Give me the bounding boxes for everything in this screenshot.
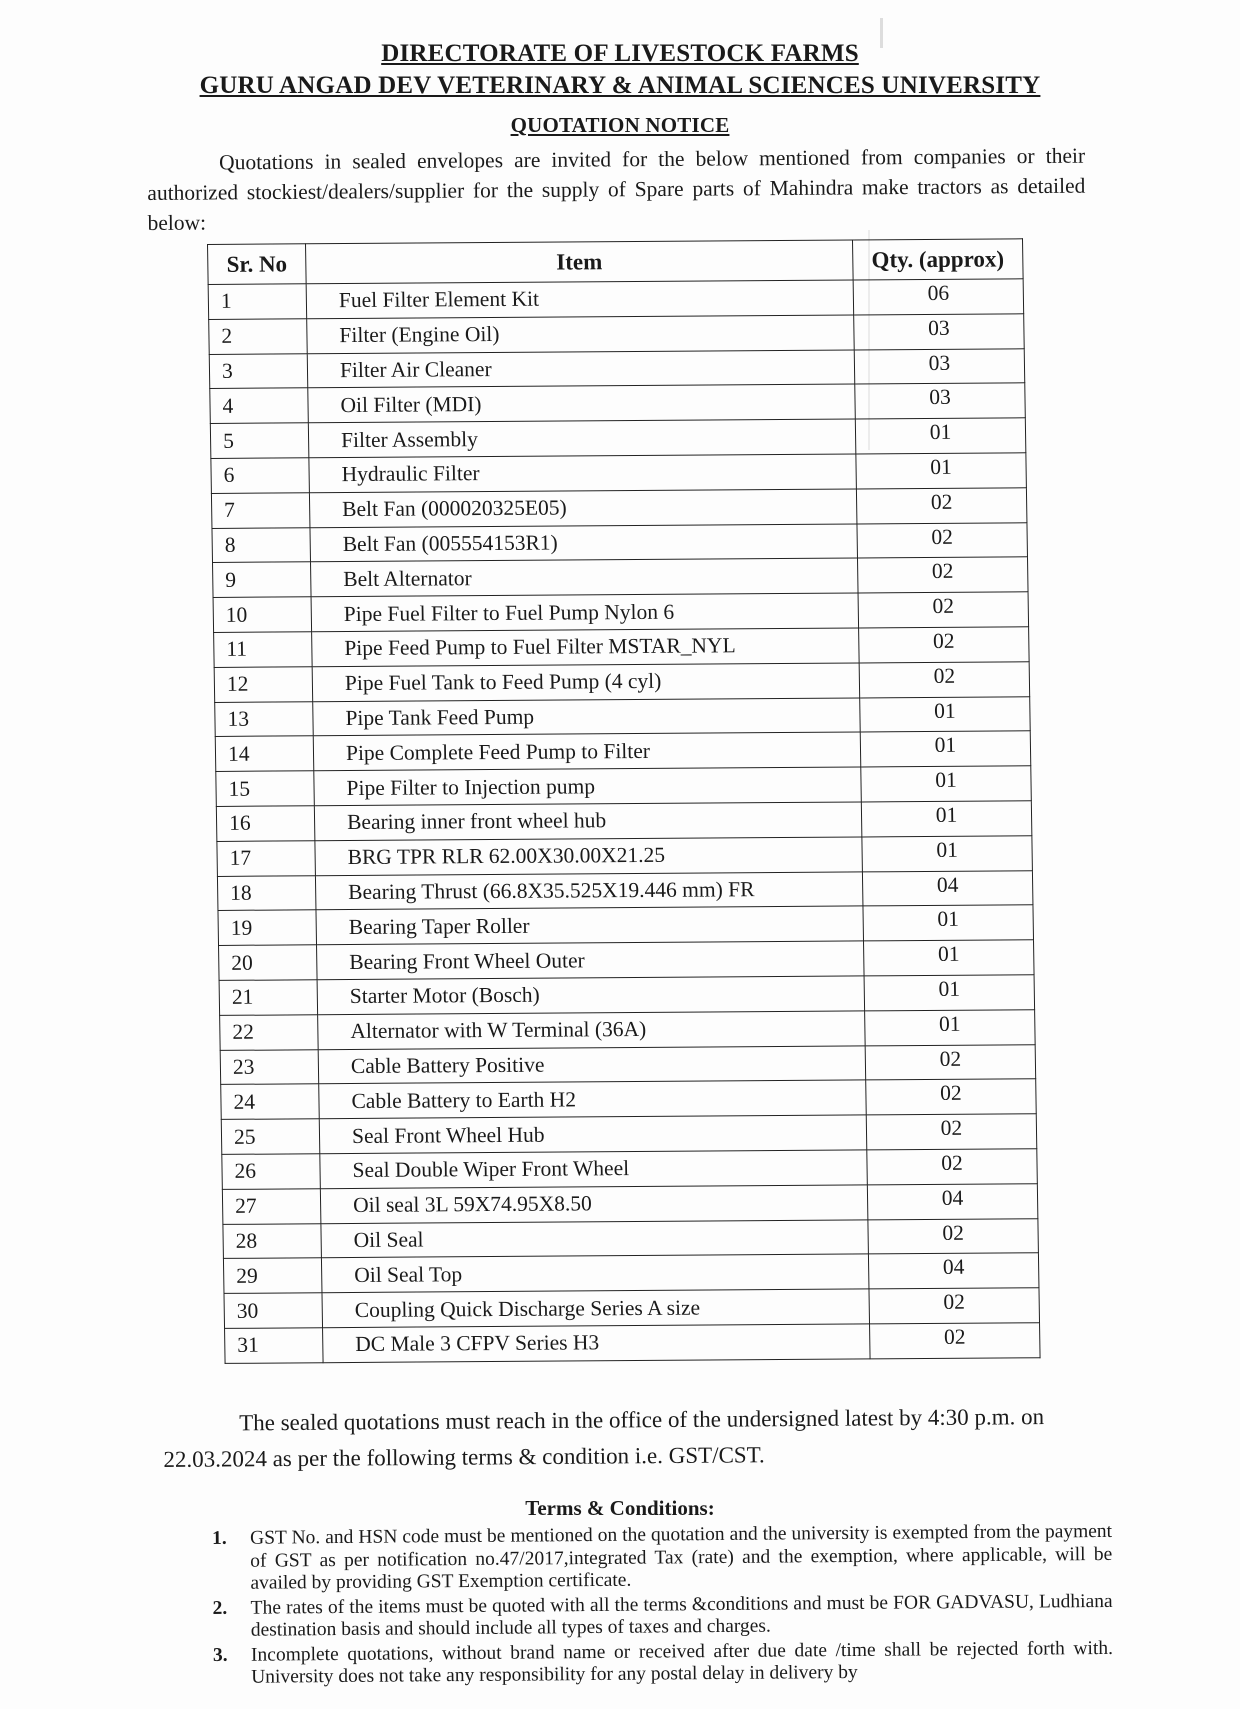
sr-no-cell: 30 [224, 1293, 323, 1328]
sr-no-cell: 19 [218, 910, 317, 945]
item-cell: Filter (Engine Oil) [307, 315, 855, 354]
table-row [209, 348, 1025, 388]
qty-cell: 01 [864, 940, 1035, 976]
closing-paragraph [163, 1399, 1104, 1478]
sr-no-cell: 9 [213, 562, 312, 597]
qty-cell: 01 [862, 836, 1033, 872]
qty-cell: 02 [859, 627, 1030, 663]
sr-no-cell: 6 [211, 458, 310, 493]
header-university: GURU ANGAD DEV VETERINARY & ANIMAL SCIENCES UNIVERSITY [199, 72, 1041, 99]
terms-list [212, 1521, 1113, 1692]
intro-paragraph [147, 141, 1086, 238]
sr-no-cell: 7 [211, 493, 310, 528]
table-row [220, 1044, 1036, 1084]
column-header-qty: Qty. (approx) [852, 239, 1023, 280]
qty-cell: 06 [853, 279, 1024, 315]
header-directorate: DIRECTORATE OF LIVESTOCK FARMS [381, 40, 859, 67]
item-cell: Pipe Filter to Injection pump [314, 767, 862, 806]
table-row [212, 522, 1028, 562]
item-cell: Bearing Front Wheel Outer [317, 941, 865, 980]
sr-no-cell: 27 [222, 1188, 321, 1223]
qty-cell: 02 [865, 1044, 1036, 1080]
qty-cell: 01 [863, 905, 1034, 941]
table-row [215, 696, 1031, 736]
column-header-item: Item [306, 240, 854, 284]
terms-item-number: 1. [212, 1527, 227, 1549]
qty-cell: 02 [857, 557, 1028, 593]
qty-cell: 01 [860, 696, 1031, 732]
table-row [223, 1218, 1039, 1258]
table-row [214, 662, 1030, 702]
qty-cell: 01 [861, 766, 1032, 802]
item-cell: Seal Front Wheel Hub [319, 1115, 867, 1154]
table-row [213, 592, 1029, 632]
header-notice-title: QUOTATION NOTICE [510, 113, 730, 137]
sr-no-cell: 22 [220, 1014, 319, 1049]
item-cell: Filter Air Cleaner [307, 350, 855, 389]
item-cell: Pipe Complete Feed Pump to Filter [313, 732, 861, 771]
qty-cell: 01 [860, 731, 1031, 767]
table-row [221, 1114, 1037, 1154]
terms-item [213, 1637, 1113, 1689]
qty-cell: 04 [862, 870, 1033, 906]
sr-no-cell: 8 [212, 527, 311, 562]
table-row [217, 870, 1033, 910]
table-row [210, 383, 1026, 423]
terms-item [213, 1590, 1113, 1642]
qty-cell: 03 [854, 314, 1025, 350]
item-cell: Filter Assembly [308, 419, 856, 458]
sr-no-cell: 24 [221, 1084, 320, 1119]
item-cell: Bearing Taper Roller [316, 906, 864, 945]
qty-cell: 02 [856, 488, 1027, 524]
terms-item-number: 3. [212, 1644, 228, 1666]
item-cell: Starter Motor (Bosch) [317, 976, 865, 1015]
table-row [222, 1149, 1038, 1189]
sr-no-cell: 31 [225, 1328, 324, 1363]
qty-cell: 02 [868, 1218, 1039, 1254]
table-row [218, 905, 1034, 945]
table-row [208, 279, 1024, 319]
column-header-sr-no: Sr. No [208, 244, 307, 285]
table-row [219, 940, 1035, 980]
table-row [209, 314, 1025, 354]
qty-cell: 02 [869, 1288, 1040, 1324]
item-cell: Coupling Quick Discharge Series A size [322, 1289, 870, 1328]
qty-cell: 02 [866, 1114, 1037, 1150]
sr-no-cell: 17 [217, 841, 316, 876]
sr-no-cell: 18 [217, 875, 316, 910]
qty-cell: 01 [855, 418, 1026, 454]
sr-no-cell: 16 [216, 806, 315, 841]
terms-item-text: GST No. and HSN code must be mentioned on the quotation and the university is exempted from the payment of GST as per notification no.47/2017,integrated Tax (rate) and the exemption, where applicable, will be availed by providing GST Exemption certificate. [249, 1520, 1113, 1594]
item-cell: Belt Fan (000020325E05) [309, 489, 857, 528]
item-cell: BRG TPR RLR 62.00X30.00X21.25 [315, 837, 863, 876]
sr-no-cell: 11 [214, 632, 313, 667]
sr-no-cell: 12 [214, 667, 313, 702]
sr-no-cell: 2 [209, 319, 308, 354]
table-row [222, 1183, 1038, 1223]
terms-title: Terms & Conditions: [525, 1496, 715, 1520]
terms-item-text: The rates of the items must be quoted with all the terms &conditions and must be FOR GADVASU, Ludhiana destination basis and should include all types of taxes and charges. [250, 1590, 1113, 1641]
table-row [215, 731, 1031, 771]
item-cell: Oil Seal Top [321, 1254, 869, 1293]
table-row [225, 1323, 1041, 1363]
item-cell: Cable Battery Positive [318, 1045, 866, 1084]
item-cell: Belt Alternator [311, 558, 859, 597]
table-row [211, 453, 1027, 493]
table-row [214, 627, 1030, 667]
sr-no-cell: 1 [208, 284, 307, 319]
item-cell: Bearing inner front wheel hub [314, 802, 862, 841]
item-cell: Pipe Fuel Tank to Feed Pump (4 cyl) [312, 663, 860, 702]
qty-cell: 02 [870, 1323, 1041, 1359]
qty-cell: 02 [867, 1149, 1038, 1185]
qty-cell: 02 [859, 662, 1030, 698]
item-cell: Oil Filter (MDI) [308, 384, 856, 423]
sr-no-cell: 20 [219, 945, 318, 980]
sr-no-cell: 10 [213, 597, 312, 632]
qty-cell: 01 [861, 801, 1032, 837]
terms-item [212, 1521, 1113, 1596]
qty-cell: 04 [867, 1183, 1038, 1219]
item-cell: Alternator with W Terminal (36A) [318, 1011, 866, 1050]
table-header-row [208, 239, 1024, 285]
sr-no-cell: 23 [220, 1049, 319, 1084]
item-cell: Pipe Fuel Filter to Fuel Pump Nylon 6 [311, 593, 859, 632]
sr-no-cell: 14 [215, 736, 314, 771]
closing-text: The sealed quotations must reach in the office of the undersigned latest by 4:30 p.m. on 22.03.2024 as per the following terms & condition i.e. GST/CST. [163, 1404, 1045, 1472]
table-row [216, 766, 1032, 806]
qty-cell: 01 [864, 975, 1035, 1011]
qty-cell: 03 [855, 383, 1026, 419]
sr-no-cell: 15 [216, 771, 315, 806]
sr-no-cell: 5 [210, 423, 309, 458]
sr-no-cell: 13 [215, 701, 314, 736]
table-row [224, 1288, 1040, 1328]
sr-no-cell: 25 [221, 1119, 320, 1154]
sr-no-cell: 4 [210, 388, 309, 423]
table-row [211, 488, 1027, 528]
table-row [213, 557, 1029, 597]
sr-no-cell: 29 [223, 1258, 322, 1293]
items-table [207, 238, 1041, 1363]
qty-cell: 02 [858, 592, 1029, 628]
sr-no-cell: 26 [222, 1154, 321, 1189]
item-cell: Fuel Filter Element Kit [306, 280, 854, 319]
qty-cell: 02 [866, 1079, 1037, 1115]
terms-item-number: 2. [212, 1597, 228, 1619]
table-row [219, 975, 1035, 1015]
item-cell: Pipe Tank Feed Pump [313, 698, 861, 737]
qty-cell: 02 [857, 522, 1028, 558]
sr-no-cell: 28 [223, 1223, 322, 1258]
table-row [210, 418, 1026, 458]
table-row [217, 836, 1033, 876]
qty-cell: 04 [868, 1253, 1039, 1289]
table-row [223, 1253, 1039, 1293]
item-cell: Cable Battery to Earth H2 [319, 1080, 867, 1119]
item-cell: Hydraulic Filter [309, 454, 857, 493]
item-cell: Seal Double Wiper Front Wheel [320, 1150, 868, 1189]
table-row [216, 801, 1032, 841]
qty-cell: 01 [856, 453, 1027, 489]
sr-no-cell: 3 [209, 353, 308, 388]
intro-text: Quotations in sealed envelopes are invited for the below mentioned from companies or their authorized stockiest/dealers/supplier for the supply of Spare parts of Mahindra make tractors as detailed below: [147, 143, 1086, 235]
terms-item-text: Incomplete quotations, without brand name or received after due date /time shall be rejected forth with. University does not take any responsibility for any postal delay in delivery by [250, 1637, 1114, 1688]
item-cell: Belt Fan (005554153R1) [310, 524, 858, 563]
table-row [221, 1079, 1037, 1119]
item-cell: Oil seal 3L 59X74.95X8.50 [320, 1185, 868, 1224]
item-cell: Oil Seal [321, 1219, 869, 1258]
table-row [220, 1009, 1036, 1049]
qty-cell: 01 [865, 1009, 1036, 1045]
item-cell: Pipe Feed Pump to Fuel Filter MSTAR_NYL [312, 628, 860, 667]
sr-no-cell: 21 [219, 980, 318, 1015]
item-cell: DC Male 3 CFPV Series H3 [323, 1324, 871, 1363]
qty-cell: 03 [854, 348, 1025, 384]
item-cell: Bearing Thrust (66.8X35.525X19.446 mm) FR [315, 871, 863, 910]
